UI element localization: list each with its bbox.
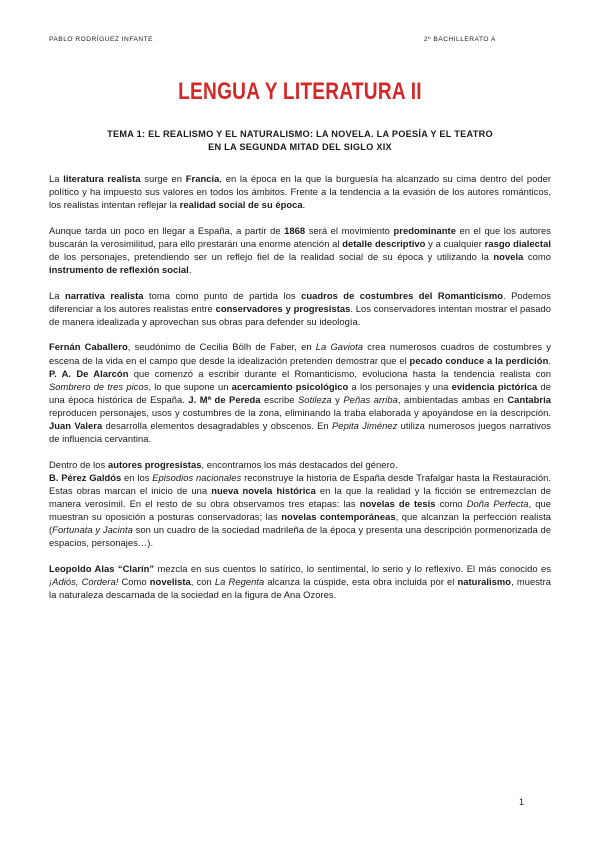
topic-subtitle: [60, 128, 540, 154]
document-body: [49, 172, 551, 614]
paragraph-realism-intro: La literatura realista surge en Francia, en la época en la que la burguesía ha alcanzado su cima dentro del poder político y ha impuesto sus valores en todos los ámbitos. Frente a la tendencia a la evasión de los autores románticos, los realistas intentan reflejar la realidad social de su época.: [49, 173, 552, 211]
header-author: PABLO RODRÍGUEZ INFANTE: [49, 36, 154, 43]
page-title: LENGUA Y LITERATURA II: [178, 78, 422, 105]
paragraph-realism-spain: Aunque tarda un poco en llegar a España, a partir de 1868 será el movimiento predominante en el que los autores buscarán la verosimilitud, para ello prestarán una enorme atención al detalle descriptivo y a cualquier rasgo dialectal de los personajes, pretendiendo ser un reflejo fiel de la realidad social de su época y utilizando la novela como instrumento de reflexión social.: [49, 224, 551, 276]
paragraph-clarin: Leopoldo Alas “Clarín” mezcla en sus cuentos lo satírico, lo sentimental, lo serio y lo reflexivo. El más conocido es ¡Adiós, Cordera! Como novelista, con La Regenta alcanza la cúspide, esta obra incluida por el naturalismo, muestra la naturaleza descarnada de la sociedad en la figura de Ana Ozores.: [49, 562, 551, 601]
header-course: 2º BACHILLERATO A: [424, 36, 496, 43]
subtitle-line-2: EN LA SEGUNDA MITAD DEL SIGLO XIX: [208, 142, 392, 152]
paragraph-progressive-intro: Dentro de los autores progresistas, encontramos los más destacados del género.: [49, 458, 398, 470]
paragraph-realist-narrative: La narrativa realista toma como punto de partida los cuadros de costumbres del Romanticismo. Podemos diferenciar a los autores realistas entre conservadores y progresistas. Los conservadores intentan mostrar el pasado de manera idealizada y aprovechan sus obras para defender su ideología.: [49, 289, 551, 327]
paragraph-conservative-authors: Fernán Caballero, seudónimo de Cecilia Bölh de Faber, en La Gaviota crea numerosos cuadros de costumbres y escena de la vida en el campo que desde la idealización pretenden demostrar que el pecado conduce a la perdición. P. A. De Alarcón que comenzó a escribir durante el Romanticismo, evoluciona hasta la tendencia realista con Sombrero de tres picos, lo que supone un acercamiento psicológico a los personajes y una evidencia pictórica de una época histórica de España. J. Mª de Pereda escribe Sotileza y Peñas arriba, ambientadas ambas en Cantabria reproducen personajes, usos y costumbres de la zona, eliminando la traba elaborada y apoyándose en la descripción. Juan Valera desarrolla elementos desagradables y obscenos. En Pepita Jiménez utiliza numerosos juegos narrativos de influencia cervantina.: [49, 341, 552, 445]
page-number: 1: [519, 797, 525, 807]
subtitle-line-1: TEMA 1: EL REALISMO Y EL NATURALISMO: LA NOVELA. LA POESÍA Y EL TEATRO: [107, 129, 493, 139]
paragraph-galdos: B. Pérez Galdós en los Episodios nacionales reconstruye la historia de España desde Trafalgar hasta la Restauración. Estas obras marcan el inicio de una nueva novela histórica en la que la realidad y la ficción se entremezclan de manera verosímil. En el resto de su obra observamos tres etapas: las novelas de tesis como Doña Perfecta, que muestran su oposición a posturas conservadoras; las novelas contemporáneas, que alcanzan la perfección realista (Fortunata y Jacinta son un cuadro de la sociedad madrileña de la época y presenta una descripción pormenorizada de espacios, personajes…).: [49, 471, 552, 549]
